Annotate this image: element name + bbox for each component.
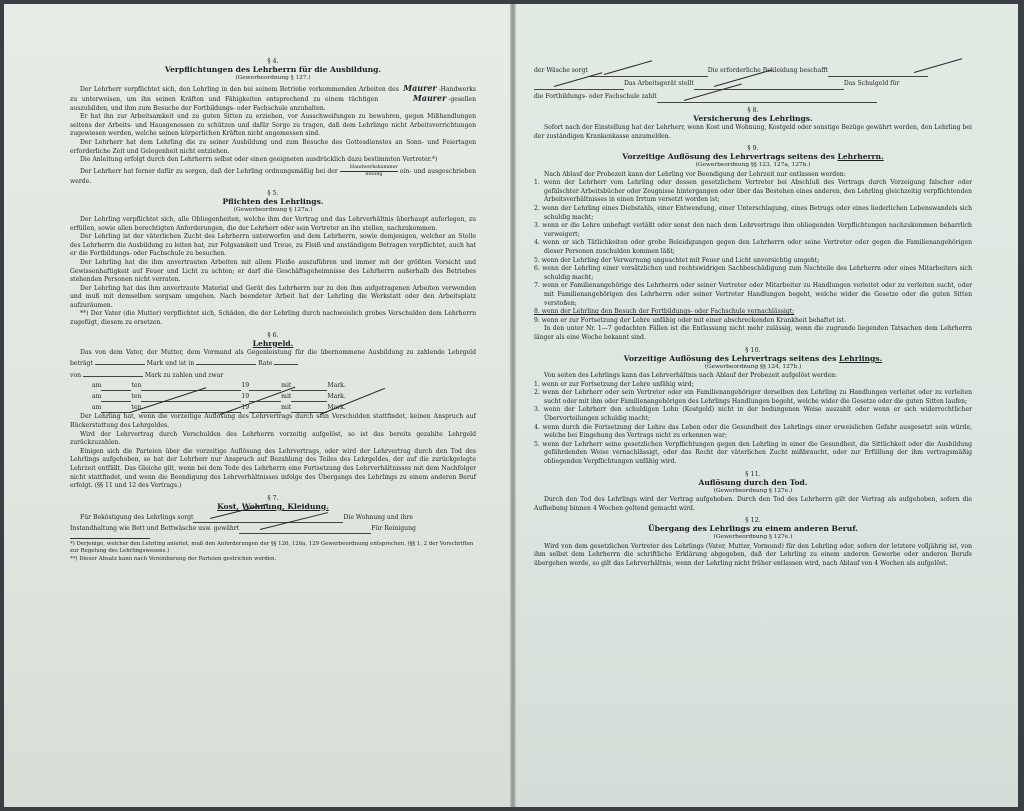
section-5-paragraph-2: Der Lehrling ist der väterlichen Zucht des Lehrherrn unterworfen und dem Lehrherrn, sowie demjenigen, welcher an Stelle des Lehrherrn die Ausbildung zu leiten hat, zur Folgsamkeit und Treue, zu Fleiß und anständigem Betragen verpflichtet, auch hat er die Fortbildungs- oder Fachschule zu besuchen.: [70, 233, 476, 258]
section-7-line-5: die Fortbildungs- oder Fachschule zahlt: [534, 90, 972, 103]
payment-row: am ten 19 mit Mark.: [92, 404, 346, 412]
section-7-line-1: Für Beköstigung des Lehrlings sorgt Die Wohnung und ihre: [70, 512, 476, 523]
section-5-paragraph-3: Der Lehrling hat die ihm anvertrauten Arbeiten mit allem Fleiße auszuführen und immer mit der größten Vorsicht und Gewissenhaftigkeit auf Feuer und Licht zu achten; er darf die Geschäftsgeheimnisse des Lehrherrn außerhalb des Betriebes stehenden Personen nicht verraten.: [70, 258, 476, 284]
list-item: 3. wenn er die Lehre unbefugt verläßt oder sonst den nach dem Lehrvertrage ihm obliegenden Verpflichtungen nachzukommen beharrlich verweigert;: [534, 222, 972, 238]
section-7-continued: [534, 64, 972, 103]
list-item: 4. wenn durch die Fortsetzung der Lehre das Leben oder die Gesundheit des Lehrlings einer erweislichen Gefahr ausgesetzt sein würde, welche bei Eingehung des Vertrags nicht zu erkennen war;: [534, 423, 972, 440]
section-4-paragraph-4: Die Anleitung erfolgt durch den Lehrherrn selbst oder einen geeigneten ausdrücklich dazu bestimmten Vertreter.*): [80, 156, 438, 164]
section-9-intro: Nach Ablauf der Probezeit kann der Lehrling vor Beendigung der Lehrzeit nur entlassen werden:: [544, 170, 846, 178]
footnote-2: **) Dieser Absatz kann nach Vereinbarung der Parteien gestrichen werden.: [70, 555, 277, 562]
payment-schedule: [70, 380, 476, 413]
section-number-4: § 4.: [267, 57, 279, 65]
list-item: 5. wenn der Lehrherr seine gesetzlichen Verpflichtungen gegen den Lehrling in einer die Gesundheit, die Sittlichkeit oder die Ausbildung gefährdenden Weise vernachlässigt, oder das Recht der väterlichen Zucht mißbraucht, oder zur Erfüllung der ihm vertragsmäßig obliegenden Verpflichtungen unfähig wird.: [534, 440, 972, 465]
section-title-11: Auflösung durch den Tod.: [698, 477, 808, 487]
section-title-10: Vorzeitige Auflösung des Lehrvertrags seitens des Lehrlings.: [623, 353, 883, 363]
footnote-rule: [70, 538, 150, 539]
section-10-list: [534, 381, 972, 467]
handwritten-trade-1: Maurer: [403, 82, 437, 93]
list-item: 2. wenn der Lehrherr oder sein Vertreter oder ein Familienangehöriger derselben den Lehrling zu Handlungen verleitet oder zu verleiten sucht oder mit ihm oder Familienangehörigen des Lehrlings Handlungen begeht, welche wider die Gesetze oder die guten Sitten laufen;: [534, 389, 972, 405]
section-8-paragraph-1: Sofort nach der Einstellung hat der Lehrherr, wenn Kost und Wohnung, Kostgeld oder sonstige Bezüge gewährt werden, den Lehrling bei der zuständigen Krankenkasse anzumelden.: [534, 124, 972, 140]
section-10-intro: Von seiten des Lehrlings kann das Lehrverhältnis nach Ablauf der Probezeit aufgelöst werden:: [544, 372, 838, 380]
right-page: [512, 4, 1018, 807]
section-ref-10: (Gewerbeordnung §§ 124, 127b.): [704, 363, 802, 370]
section-4-paragraph-2: Er hat ihn zur Arbeitsamkeit und zu guten Sitten zu erziehen, vor Ausschweifungen zu bewahren, gegen Mißhandlungen seitens der Arbeits- und Hausgenossen zu schützen und dafür Sorge zu tragen, daß dem Lehrlinge nicht Arbeitsverrichtungen zugewiesen werden, welche seinen körperlichen Kräften nicht angemessen sind.: [70, 113, 476, 138]
section-4-paragraph-1: Der Lehrherr verpflichtet sich, den Lehrling in den bei seinem Betriebe vorkommenden Arbeiten des Maurer -Handwerks zu unterweisen, um ihn seinen Kräften und Fähigkeiten entsprechend zu einem tüchtigen Maurer -gesellen auszubilden, und ihm zum Besuche der Fortbildungs- oder Fachschule anzuhalten.: [70, 82, 477, 112]
list-item: 7. wenn er Familienangehörige des Lehrherrn oder seiner Vertreter oder Mitarbeiter zu Handlungen verleitet oder zu verleiten sucht, oder mit Familienangehörigen des Lehrherrn oder seiner Vertreter Handlungen begeht, welche wider die Gesetze oder die guten Sitten verstoßen;: [534, 282, 972, 307]
section-title-12: Übergang des Lehrlings zu einem anderen Beruf.: [648, 524, 858, 534]
section-9-list: [534, 179, 972, 325]
list-item: 1. wenn er zur Fortsetzung der Lehre unfähig wird;: [534, 380, 694, 388]
section-6-paragraph-3: Wird der Lehrvertrag durch Verschulden des Lehrherrn vorzeitig aufgelöst, so ist das bereits gezahlte Lehrgeld zurückzuzahlen.: [70, 430, 476, 447]
section-ref-9: (Gewerbeordnung §§ 123, 127a, 127b.): [695, 162, 811, 169]
section-11-paragraph-1: Durch den Tod des Lehrlings wird der Vertrag aufgehoben. Durch den Tod des Lehrherrn gilt der Vertrag als aufgehoben, sofern die Aufhebung binnen 4 Wochen geltend gemacht wird.: [534, 496, 972, 512]
list-item: 2. wenn der Lehrling eines Diebstahls, einer Entwendung, einer Unterschlagung, eines Betrugs oder eines liederlichen Lebenswandels sich schuldig macht;: [534, 205, 972, 221]
chamber-or-guild-choice: Handwerkskammer Innung: [340, 165, 398, 178]
section-ref-5: (Gewerbeordnung § 127a.): [233, 207, 313, 214]
section-ref-11: (Gewerbeordnung § 127e.): [713, 487, 793, 494]
section-7-line-2: Instandhaltung wie Bett und Bettwäsche usw. gewährt Für Reinigung: [70, 523, 476, 534]
section-number-9: § 9.: [747, 144, 759, 153]
section-4-paragraph-5: Der Lehrherr hat ferner dafür zu sorgen, daß der Lehrling ordnungsmäßig bei der Handwerkskammer Innung ein- und ausgeschrieben werde.: [70, 164, 477, 185]
section-number-6: § 6.: [267, 330, 279, 339]
section-title-7: Kost, Wohnung, Kleidung.: [217, 501, 329, 511]
footnote-1: *) Derjenige, welcher den Lehrling anleitet, muß den Anforderungen der §§ 126, 126a, 129 Gewerbeordnung entsprechen. (§§ 1, 2 der Vorschriften zur Regelung des Lehrlingswesens.): [70, 540, 474, 555]
payment-row: am ten 19 mit Mark.: [92, 382, 346, 390]
section-5-paragraph-5: **) Der Vater (die Mutter) verpflichtet sich, Schäden, die der Lehrling durch nachweislich grobes Verschulden dem Lehrherrn zugefügt, diesem zu ersetzen.: [70, 310, 476, 327]
list-item: 5. wenn der Lehrling der Verwarnung ungeachtet mit Feuer und Licht unvorsichtig umgeht;: [534, 256, 820, 264]
section-title-8: Versicherung des Lehrlings.: [693, 114, 813, 123]
handwritten-trade-2: Maurer: [412, 93, 447, 104]
section-number-5: § 5.: [267, 189, 279, 198]
list-item: 6. wenn der Lehrling einer vorsätzlichen und rechtswidrigen Sachbeschädigung zum Nachteile des Lehrherrn oder eines Mitarbeiters sich schuldig macht;: [534, 265, 972, 281]
section-6-paragraph-1: Das von dem Vater, der Mutter, dem Vormund als Gegenleistung für die übernommene Ausbildung zu zahlende Lehrgeld beträgt Mark und ist in Rate: [70, 348, 476, 368]
left-page: [4, 4, 512, 807]
section-number-10: § 10.: [745, 345, 761, 354]
section-6-paragraph-2: Der Lehrling hat, wenn die vorzeitige Auflösung des Lehrvertrags durch sein Verschulden stattfindet, keinen Anspruch auf Rückerstattung des Lehrgeldes.: [70, 413, 476, 430]
list-item: 9. wenn er zur Fortsetzung der Lehre unfähig oder mit einer abschreckenden Krankheit behaftet ist.: [534, 316, 847, 324]
section-5-paragraph-4: Der Lehrling hat das ihm anvertraute Material und Gerät des Lehrherrn nur zu den ihm aufgetragenen Arbeiten verwenden und muß mit demselben sorgsam umgehen. Nach beendeter Arbeit hat der Lehrling die Werkstatt oder den Arbeitsplatz aufzuräumen.: [70, 284, 476, 309]
section-title-6: Lehrgeld.: [252, 338, 294, 348]
section-7-line-4: Das Arbeitsgerät stellt Das Schulgeld für: [534, 77, 972, 90]
section-5-paragraph-1: Der Lehrling verpflichtet sich, alle Obliegenheiten, welche ihm der Vertrag und das Lehrverhältnis überhaupt auferlegen, zu erfüllen, sowie allen berechtigten Anforderungen, die der Lehrherr oder sein Vertreter an ihn stellen, nachzukommen.: [70, 215, 476, 232]
section-4-paragraph-3: Der Lehrherr hat dem Lehrling die zu seiner Ausbildung und zum Besuche des Gottesdienstes an Sonn- und Feiertagen erforderliche Zeit und Gelegenheit nicht entziehen.: [70, 139, 476, 155]
section-6-paragraph-4: Einigen sich die Parteien über die vorzeitige Auflösung des Lehrvertrags, oder wird der Lehrvertrag durch den Tod des Lehrlings aufgehoben, so hat der Lehrherr nur Anspruch auf Bezahlung des Teiles des Lehrgeldes, der auf die zurückgelegte Lehrzeit entfällt. Das Gleiche gilt, wenn bei dem Tode des Lehrherrn eine Fortsetzung des Lehrverhältnisses mit dem Nachfolger nicht stattfindet, und wenn die Beendigung des Lehrverhältnisses infolge des Übergangs des Lehrlings zu einem anderen Beruf erfolgt. (§§ 11 und 12 des Vertrags.): [70, 447, 476, 490]
list-item: 4. wenn er sich Tätlichkeiten oder grobe Beleidigungen gegen den Lehrherrn oder seine Vertreter oder gegen die Familienangehörigen dieser Personen zuschulden kommen läßt;: [534, 239, 972, 256]
section-9-closing: In den unter Nr. 1—7 gedachten Fällen ist die Entlassung nicht mehr zulässig, wenn die zugrunde liegenden Tatsachen dem Lehrherrn länger als eine Woche bekannt sind.: [534, 325, 972, 341]
section-12-paragraph-1: Wird von dem gesetzlichen Vertreter des Lehrlings (Vater, Mutter, Vormund) für den Lehrling oder, sofern der letztere volljährig ist, von ihm selbst dem Lehrherrn die schriftliche Erklärung abgegeben, daß der Lehrling zu einem anderen Gewerbe oder anderen Berufe übergehen werde, so gilt das Lehrverhältnis, wenn der Lehrling nicht früher entlassen wird, nach Ablauf von 4 Wochen als aufgelöst.: [534, 542, 972, 567]
section-ref-12: (Gewerbeordnung § 127e.): [713, 534, 793, 541]
section-number-12: § 12.: [745, 516, 761, 525]
list-item: 3. wenn der Lehrherr den schuldigen Lohn (Kostgeld) nicht in der bedungenen Weise auszahlt oder wenn er sich widerrechtlicher Übervorteilungen schuldig macht;: [534, 406, 972, 423]
section-title-5: Pflichten des Lehrlings.: [222, 197, 324, 207]
section-ref-4: (Gewerbeordnung § 127.): [235, 75, 311, 81]
section-number-11: § 11.: [745, 469, 761, 478]
section-number-7: § 7.: [267, 493, 279, 502]
section-number-8: § 8.: [747, 106, 759, 114]
section-title-9: Vorzeitige Auflösung des Lehrvertrags seitens des Lehrherrn.: [622, 152, 884, 162]
section-7-line-3: der Wäsche sorgt Die erforderliche Bekleidung beschafft: [534, 64, 972, 77]
section-6-payment-intro: von Mark zu zahlen und zwar: [70, 369, 476, 381]
section-title-4: Verpflichtungen des Lehrherrn für die Ausbildung.: [164, 65, 382, 74]
page-gutter: [510, 4, 516, 807]
payment-row: am ten 19 mit Mark.: [92, 393, 346, 401]
list-item: 8. wenn der Lehrling den Besuch der Fortbildungs- oder Fachschule vernachlässigt;: [534, 308, 795, 316]
list-item: 1. wenn der Lehrherr vom Lehrling oder dessen gesetzlichem Vertreter bei Abschluß des Vertrags durch Vorzeigung falscher oder gefälschter Arbeitsbücher oder Zeugnisse hintergangen oder über das Bestehen eines anderen, den Lehrling gleichzeitig verpflichtenden Arbeitsverhältnisses in einen Irrtum versetzt worden ist;: [534, 179, 972, 204]
